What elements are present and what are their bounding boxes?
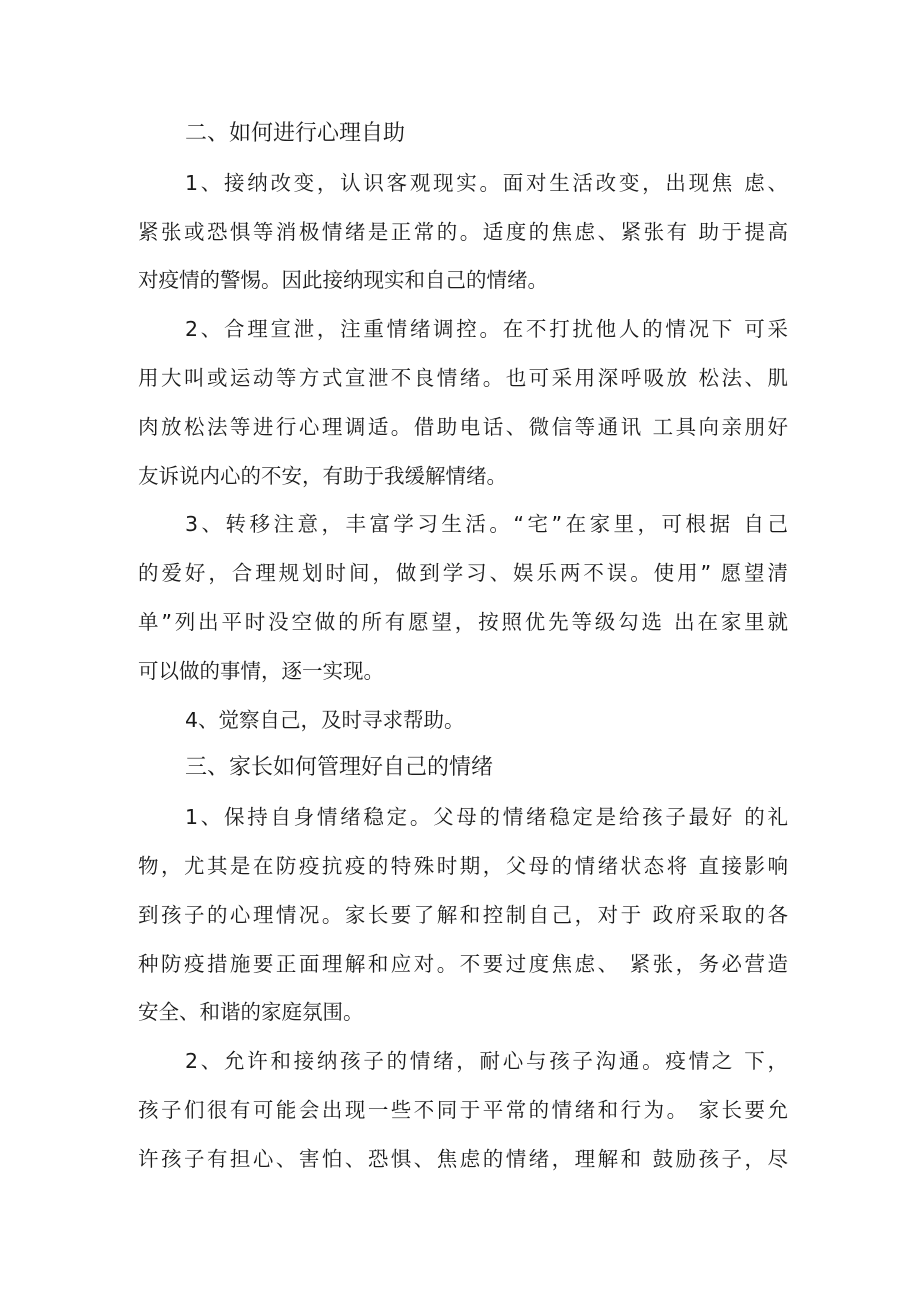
paragraph-line: 3、转移注意，丰富学习生活。“宅”在家里，可根据 自己	[185, 512, 788, 537]
paragraph-line: 友诉说内心的不安，有助于我缓解情绪。	[138, 463, 507, 488]
document-body	[138, 110, 788, 1184]
paragraph-line: 到孩子的心理情况。家长要了解和控制自己，对于 政府采取的各	[138, 902, 788, 927]
paragraph-line: 可以做的事情，逐一实现。	[138, 658, 384, 683]
paragraph-line: 4、觉察自己，及时寻求帮助。	[185, 707, 465, 732]
section-heading: 二、如何进行心理自助	[185, 121, 406, 146]
paragraph	[138, 696, 788, 745]
paragraph	[138, 500, 788, 695]
paragraph-line: 肉放松法等进行心理调适。借助电话、微信等通讯 工具向亲朋好	[138, 414, 788, 439]
paragraph-line: 2、合理宣泄，注重情绪调控。在不打扰他人的情况下 可采	[185, 317, 788, 342]
paragraph	[138, 1037, 788, 1183]
paragraph-line: 的爱好，合理规划时间，做到学习、娱乐两不误。使用” 愿望清	[138, 561, 788, 586]
paragraph-line: 物，尤其是在防疫抗疫的特殊时期，父母的情绪状态将 直接影响	[138, 853, 788, 878]
paragraph-line: 1、保持自身情绪稳定。父母的情绪稳定是给孩子最好 的礼	[185, 805, 788, 830]
paragraph	[138, 159, 788, 305]
paragraph-line: 孩子们很有可能会出现一些不同于平常的情绪和行为。 家长要允	[138, 1097, 788, 1122]
paragraph-line: 用大叫或运动等方式宣泄不良情绪。也可采用深呼吸放 松法、肌	[138, 365, 788, 390]
paragraph-line: 紧张或恐惧等消极情绪是正常的。适度的焦虑、紧张有 助于提高	[138, 219, 788, 244]
paragraph-line: 种防疫措施要正面理解和应对。不要过度焦虑、 紧张，务必营造	[138, 951, 788, 976]
paragraph	[138, 305, 788, 500]
section-heading: 三、家长如何管理好自己的情绪	[185, 755, 494, 781]
paragraph-line: 1、接纳改变，认识客观现实。面对生活改变，出现焦 虑、	[185, 170, 788, 195]
paragraph	[138, 793, 788, 1037]
paragraph-line: 许孩子有担心、害怕、恐惧、焦虑的情绪，理解和 鼓励孩子，尽	[138, 1146, 788, 1171]
paragraph-line: 对疫情的警惕。因此接纳现实和自己的情绪。	[138, 268, 548, 293]
paragraph-line: 安全、和谐的家庭氛围。	[138, 1000, 364, 1025]
paragraph-line: 单”列出平时没空做的所有愿望，按照优先等级勾选 出在家里就	[138, 609, 788, 634]
paragraph-line: 2、允许和接纳孩子的情绪，耐心与孩子沟通。疫情之 下，	[185, 1049, 788, 1074]
